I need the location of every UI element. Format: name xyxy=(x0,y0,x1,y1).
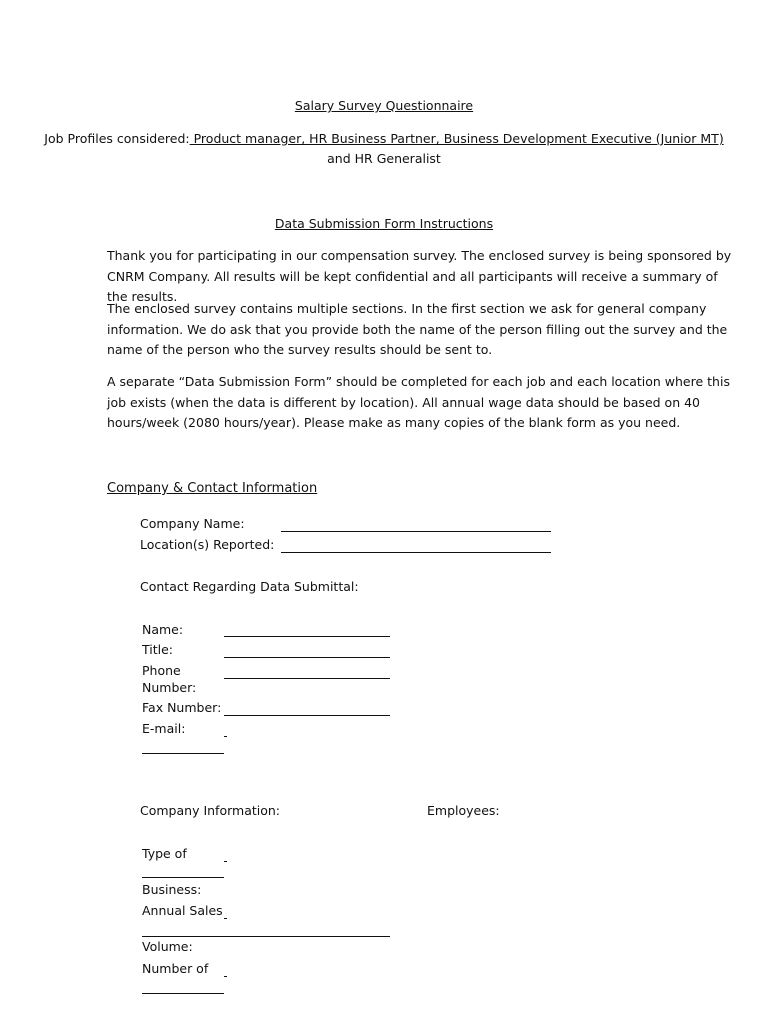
instructions-paragraph-1: Thank you for participating in our compensation survey. The enclosed survey is being sponsored by CNRM Company. All results will be kept confidential and all participants will receive a summary of the results. xyxy=(107,248,732,304)
phone-label-2: Number: xyxy=(142,680,197,695)
instructions-paragraph-3: A separate “Data Submission Form” should be completed for each job and each location where this job exists (when the data is different by location). All annual wage data should be based on 40 hours/week (2080 hours/year). Please make as many copies of the blank form as you need. xyxy=(107,374,730,430)
title-label: Title: xyxy=(142,642,173,657)
fax-label: Fax Number: xyxy=(142,700,222,715)
type-of-business-field[interactable] xyxy=(142,877,224,878)
business-label: Business: xyxy=(142,882,202,897)
annual-sales-label: Annual Sales xyxy=(142,903,223,918)
company-name-label: Company Name: xyxy=(140,516,245,531)
document-title: Salary Survey Questionnaire xyxy=(294,98,474,113)
instructions-heading: Data Submission Form Instructions xyxy=(274,216,494,231)
contact-heading: Contact Regarding Data Submittal: xyxy=(140,579,359,594)
locations-label: Location(s) Reported: xyxy=(140,537,275,552)
company-info-heading: Company Information: xyxy=(140,803,281,818)
number-of-label: Number of xyxy=(142,961,209,976)
email-label: E-mail: xyxy=(142,721,186,736)
number-of-field[interactable] xyxy=(142,993,224,994)
job-profiles-text: Product manager, HR Business Partner, Business Development Executive (Junior MT) xyxy=(189,131,724,146)
company-contact-heading: Company & Contact Information xyxy=(107,481,318,496)
number-of-tick xyxy=(224,976,227,977)
annual-sales-field[interactable] xyxy=(142,936,390,937)
name-field[interactable] xyxy=(224,636,390,637)
type-field-tick xyxy=(224,861,227,862)
fax-field[interactable] xyxy=(224,715,390,716)
instructions-paragraph-2: The enclosed survey contains multiple sections. In the first section we ask for general company information. We do ask that you provide both the name of the person filling out the survey and the name of the person who the survey results should be sent to. xyxy=(107,301,728,357)
employees-heading: Employees: xyxy=(427,803,500,818)
email-field[interactable] xyxy=(142,753,224,754)
annual-sales-tick xyxy=(224,918,227,919)
job-profiles-label: Job Profiles considered: xyxy=(44,131,190,146)
job-profiles-line-2: and HR Generalist xyxy=(327,151,441,166)
email-field-tick xyxy=(224,736,227,737)
name-label: Name: xyxy=(142,622,184,637)
job-profiles-line xyxy=(0,131,768,146)
phone-label: Phone xyxy=(142,663,181,678)
type-of-label: Type of xyxy=(142,846,187,861)
title-field[interactable] xyxy=(224,657,390,658)
company-name-field[interactable] xyxy=(281,531,551,532)
locations-field[interactable] xyxy=(281,552,551,553)
phone-field[interactable] xyxy=(224,678,390,679)
volume-label: Volume: xyxy=(142,939,193,954)
